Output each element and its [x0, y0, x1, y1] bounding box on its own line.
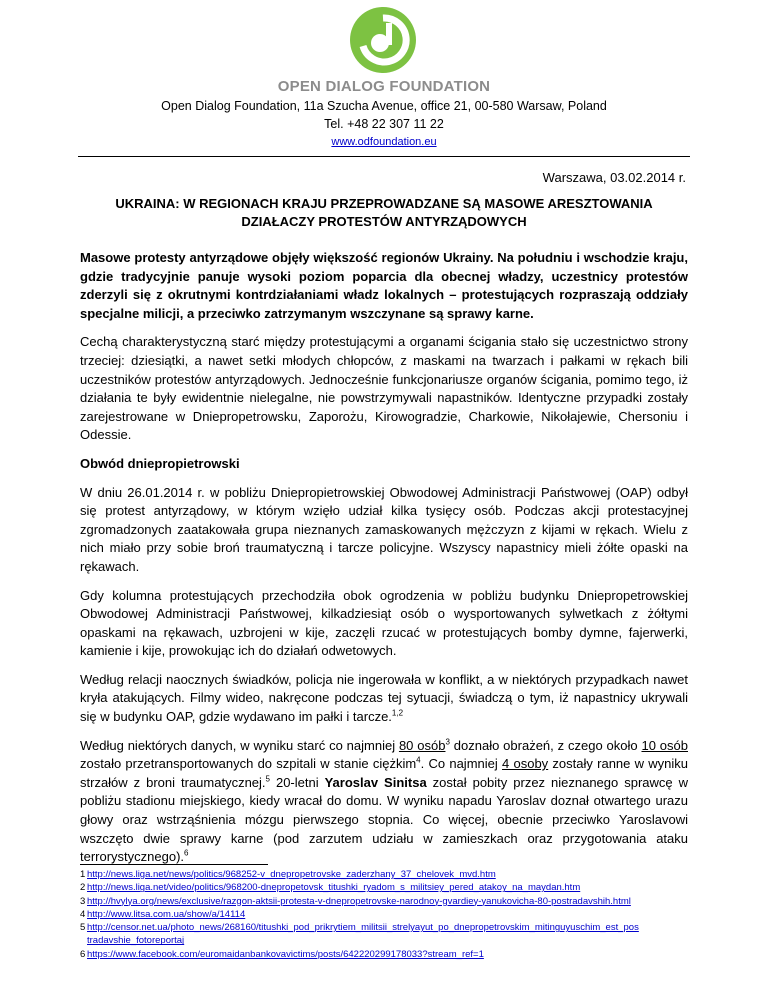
paragraph-text: został pobity przez nieznanego sprawcę w pobliżu stadionu miejskiego, kiedy wracał do domu. W wyniku napadu Yaroslav doznał otwartego urazu głowy oraz wstrząśnienia mózgu pierwszego stopnia. Co więcej, obecnie przeciwko Yaroslavowi wszczęto dwie sprawy karne (pod zarzutem udziału w zamieszkach oraz przygotowania ataku terrorystycznego). [80, 774, 688, 865]
footnote-link[interactable]: http://hvylya.org/news/exclusive/razgon-aktsii-protesta-v-dnepropetrovske-narodnoy-gvardiey-yanukovicha-80-postradavshih.html [87, 895, 631, 907]
paragraph-text: Według niektórych danych, w wyniku starć co najmniej [80, 737, 399, 753]
casualty-count: 80 osób [398, 737, 446, 753]
casualty-count: 10 osób [641, 737, 688, 753]
footnote-link[interactable]: http://www.litsa.com.ua/show/a/14114 [87, 908, 246, 920]
paragraph-text: 20-letni [270, 774, 325, 790]
document-title: UKRAINA: W REGIONACH KRAJU PRZEPROWADZANE SĄ MASOWE ARESZTOWANIA DZIAŁACZY PROTESTÓW ANTYRZĄDOWYCH [115, 196, 653, 229]
document-date: Warszawa, 03.02.2014 r. [542, 170, 686, 185]
footnote-number: 1 [80, 869, 86, 880]
footnote [80, 948, 700, 961]
footnote-ref[interactable]: 4 [416, 755, 421, 765]
paragraph [80, 737, 688, 867]
footnote [80, 921, 700, 948]
paragraph-text: . Co najmniej [420, 756, 503, 772]
paragraph [80, 671, 688, 727]
paragraph: Gdy kolumna protestujących przechodziła obok ogrodzenia w pobliżu budynku Dniepropetrowskiej Obwodowej Administracji Państwowej, kilkadziesiąt osób o wysportowanych sylwetkach z żółtymi opaskami na rękawach, uzbrojeni w kije, zaczęli rzucać w protestujących bomby dymne, fajerwerki, kamienie i kije, prowokując ich do działań odwetowych. [80, 587, 688, 659]
org-website-link[interactable]: www.odfoundation.eu [331, 136, 437, 148]
footnote-link[interactable]: http://news.liga.net/news/politics/968252-v_dnepropetrovske_zaderzhany_37_chelovek_mvd.htm [87, 869, 496, 880]
footnote-link[interactable]: http://news.liga.net/video/politics/968200-dnepropetovsk_titushki_ryadom_s_militsiey_pered_atakoy_na_maydan.htm [87, 882, 581, 894]
person-name: Yaroslav Sinitsa [324, 774, 427, 790]
org-name: OPEN DIALOG FOUNDATION [277, 78, 491, 95]
footnote-ref[interactable]: 1,2 [391, 708, 404, 718]
paragraph: Cechą charakterystyczną starć między protestującymi a organami ścigania stało się uczestnictwo strony trzeciej: dziesiątki, a nawet setki młodych chłopców, z maskami na twarzach i pałkami w rękach bili uczestników protestów antyrządowych. Jednocześnie funkcjonariusze organów ścigania, pomimo tego, iż działania te były ewidentnie nielegalne, nie powstrzymywali napastników. Identyczne przypadki zostały zarejestrowane w Dniepropetrowsku, Zaporożu, Kirowogradzie, Charkowie, Nikołajewie, Chersoniu i Odessie. [80, 334, 688, 443]
footnote [80, 868, 700, 881]
header-divider [78, 156, 690, 157]
org-phone: Tel. +48 22 307 11 22 [324, 117, 444, 131]
logo-icon [349, 6, 417, 74]
footnote-ref[interactable]: 6 [184, 848, 189, 858]
paragraph: W dniu 26.01.2014 r. w pobliżu Dniepropietrowskiej Obwodowej Administracji Państwowej (OAP) odbył się protest antyrządowy, w którym wzięło udział kilka tysięcy osób. Podczas akcji protestacyjnej zgromadzonych zaatakowała grupa nieznanych zamaskowanych mężczyzn z kijami w rękach. Wielu z nich miało przy sobie broń traumatyczną i tarcze policyjne. Wszyscy napastnicy mieli żółte opaski na rękawach. [80, 484, 688, 574]
footnote-number: 2 [80, 882, 86, 894]
footnote-number: 5 [80, 922, 86, 934]
casualty-count: 4 osoby [502, 756, 549, 772]
footnote-ref[interactable]: 5 [265, 774, 270, 784]
footnote-link[interactable]: https://www.facebook.com/euromaidanbankovavictims/posts/642220299178033?stream_ref=1 [87, 948, 484, 960]
section-heading: Obwód dniepropietrowski [80, 455, 240, 471]
footnote [80, 908, 700, 921]
footnote-number: 6 [80, 948, 86, 960]
footnote-divider [80, 864, 268, 865]
paragraph-text: zostało przetransportowanych do szpitali w stanie ciężkim [80, 756, 417, 772]
footnotes [80, 868, 700, 961]
lead-paragraph: Masowe protesty antyrządowe objęły większość regionów Ukrainy. Na południu i wschodzie kraju, gdzie tradycyjnie panuje wysoki poziom poparcia dla obecnej władzy, uczestnicy protestów zderzyli się z okrutnymi kontrdziałaniami władz lokalnych – protestujących rozpraszają oddziały specjalne milicji, a przeciwko zatrzymanym wszczynane są sprawy karne. [80, 250, 688, 321]
org-address: Open Dialog Foundation, 11a Szucha Avenue, office 21, 00-580 Warsaw, Poland [161, 99, 607, 113]
foundation-logo [349, 6, 417, 74]
footnote-number: 4 [80, 908, 86, 920]
footnote-link[interactable]: http://censor.net.ua/photo_news/268160/titushki_pod_prikrytiem_militsii_strelyayut_po_dnepropetrovskim_mitinguyuschim_est_pos tradavshie_fotoreportaj [87, 922, 639, 947]
paragraph-text: doznało obrażeń, z czego około [449, 737, 642, 753]
footnote [80, 881, 700, 894]
paragraph-text: Według relacji naocznych świadków, policja nie ingerowała w konflikt, a w niektórych przypadkach nawet kryła atakujących. Filmy wideo, nakręcone podczas tej sytuacji, świadczą o tym, iż napastnicy ukrywali się w budynku OAP, gdzie wydawano im pałki i tarcze. [80, 671, 688, 725]
paragraph-text: zostały ranne w wyniku strzałów z broni traumatycznej. [80, 756, 688, 790]
document-body [80, 249, 688, 877]
footnote-number: 3 [80, 895, 86, 907]
footnote-ref[interactable]: 3 [445, 737, 450, 747]
footnote [80, 895, 700, 908]
